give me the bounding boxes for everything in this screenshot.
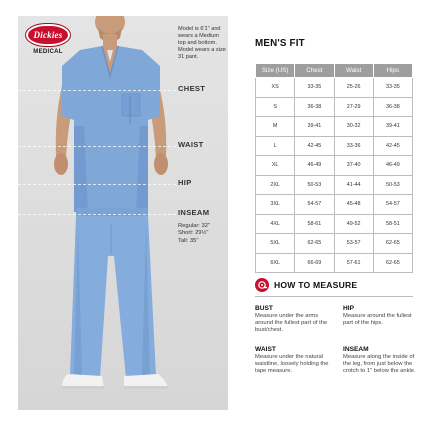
chest-cell: 50-53 bbox=[295, 175, 334, 195]
table-row bbox=[256, 156, 413, 176]
chest-cell: 39-41 bbox=[295, 117, 334, 137]
table-row bbox=[256, 175, 413, 195]
header-size: Size (US) bbox=[256, 64, 295, 78]
inseam-label: INSEAM bbox=[178, 208, 210, 217]
table-row bbox=[256, 136, 413, 156]
table-row bbox=[256, 195, 413, 215]
table-row bbox=[256, 253, 413, 273]
hips-cell: 46-49 bbox=[373, 156, 412, 176]
chest-cell: 58-61 bbox=[295, 214, 334, 234]
chest-cell: 36-38 bbox=[295, 97, 334, 117]
model-note: Model is 6'1" and wears a Medium top and bottom. Model wears a size 31 pant. bbox=[178, 26, 226, 60]
waist-cell: 57-61 bbox=[334, 253, 373, 273]
size-cell: XS bbox=[256, 78, 295, 98]
header-hips: Hips bbox=[373, 64, 412, 78]
waist-cell: 49-52 bbox=[334, 214, 373, 234]
mens-fit-title: MEN'S FIT bbox=[255, 38, 305, 49]
waist-cell: 33-36 bbox=[334, 136, 373, 156]
dickies-medical-logo bbox=[24, 24, 72, 55]
size-cell: S bbox=[256, 97, 295, 117]
chest-cell: 42-45 bbox=[295, 136, 334, 156]
size-cell: XL bbox=[256, 156, 295, 176]
chest-cell: 33-35 bbox=[295, 78, 334, 98]
chest-cell: 54-57 bbox=[295, 195, 334, 215]
size-cell: 3XL bbox=[256, 195, 295, 215]
waist-cell: 53-57 bbox=[334, 234, 373, 254]
chest-cell: 66-69 bbox=[295, 253, 334, 273]
chest-label: CHEST bbox=[178, 84, 206, 93]
bust-desc: Measure under the arms around the fullest part of the bust/chest. bbox=[255, 313, 328, 333]
how-to-measure-title: HOW TO MEASURE bbox=[274, 280, 358, 290]
measuring-tape-icon bbox=[255, 278, 269, 292]
hips-cell: 50-53 bbox=[373, 175, 412, 195]
chest-cell: 62-65 bbox=[295, 234, 334, 254]
size-cell: 2XL bbox=[256, 175, 295, 195]
waist-guide-line bbox=[18, 146, 176, 147]
hips-cell: 62-65 bbox=[373, 253, 412, 273]
hips-cell: 42-45 bbox=[373, 136, 412, 156]
inseam-title: INSEAM bbox=[343, 346, 369, 353]
size-cell: 6XL bbox=[256, 253, 295, 273]
inseam-desc: Measure along the inside of the leg, from just below the crotch to 1" below the ankle. bbox=[343, 354, 416, 374]
inseam-instruction bbox=[343, 346, 423, 375]
inseam-lengths bbox=[178, 223, 226, 245]
brand-name: Dickies bbox=[33, 30, 63, 40]
hips-cell: 58-51 bbox=[373, 214, 412, 234]
inseam-short: Short: 29½" bbox=[178, 230, 209, 237]
hips-cell: 54-57 bbox=[373, 195, 412, 215]
waist-cell: 27-29 bbox=[334, 97, 373, 117]
hip-instruction bbox=[343, 305, 423, 327]
table-row bbox=[256, 234, 413, 254]
waist-cell: 37-40 bbox=[334, 156, 373, 176]
how-to-measure-divider bbox=[255, 296, 413, 297]
table-row bbox=[256, 117, 413, 137]
hips-cell: 39-41 bbox=[373, 117, 412, 137]
table-row bbox=[256, 97, 413, 117]
size-cell: 5XL bbox=[256, 234, 295, 254]
inseam-tall: Tall: 35" bbox=[178, 237, 199, 244]
waist-title: WAIST bbox=[255, 346, 276, 353]
header-waist: Waist bbox=[334, 64, 373, 78]
hips-cell: 33-35 bbox=[373, 78, 412, 98]
size-cell: L bbox=[256, 136, 295, 156]
bust-instruction bbox=[255, 305, 337, 334]
size-cell: 4XL bbox=[256, 214, 295, 234]
size-cell: M bbox=[256, 117, 295, 137]
hip-guide-line bbox=[18, 184, 176, 185]
hips-cell: 62-65 bbox=[373, 234, 412, 254]
bust-title: BUST bbox=[255, 305, 273, 312]
inseam-regular: Regular: 32" bbox=[178, 223, 211, 229]
hip-label: HIP bbox=[178, 178, 192, 187]
chest-cell: 46-49 bbox=[295, 156, 334, 176]
waist-instruction bbox=[255, 346, 337, 375]
waist-label: WAIST bbox=[178, 140, 204, 149]
waist-cell: 41-44 bbox=[334, 175, 373, 195]
hips-cell: 36-38 bbox=[373, 97, 412, 117]
table-row bbox=[256, 214, 413, 234]
header-chest: Chest bbox=[295, 64, 334, 78]
waist-cell: 25-26 bbox=[334, 78, 373, 98]
waist-cell: 45-48 bbox=[334, 195, 373, 215]
size-chart-table bbox=[255, 63, 413, 273]
waist-cell: 30-32 bbox=[334, 117, 373, 137]
brand-badge bbox=[26, 24, 70, 46]
hip-title: HIP bbox=[343, 305, 354, 312]
inseam-guide-line bbox=[18, 214, 176, 215]
table-row bbox=[256, 78, 413, 98]
waist-desc: Measure under the natural waistline, loosely holding the tape measure. bbox=[255, 354, 329, 374]
hip-desc: Measure around the fullest part of the hips. bbox=[343, 313, 412, 326]
how-to-measure-heading bbox=[255, 278, 357, 292]
size-table-header-row bbox=[256, 64, 413, 78]
chest-guide-line bbox=[18, 90, 176, 91]
model-photo-panel bbox=[18, 16, 228, 410]
brand-sub: MEDICAL bbox=[33, 49, 63, 55]
